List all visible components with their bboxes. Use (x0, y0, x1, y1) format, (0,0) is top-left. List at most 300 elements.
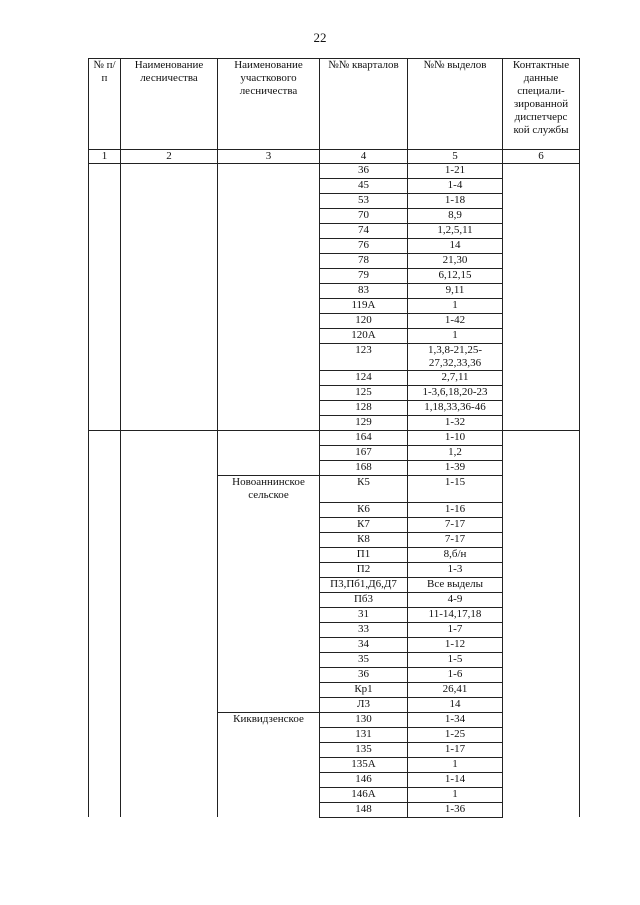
contact-cell (503, 224, 580, 239)
number-cell (89, 329, 121, 344)
number-cell (89, 517, 121, 532)
district-cell (218, 164, 320, 179)
number-cell (89, 547, 121, 562)
quarter-cell: 83 (320, 284, 408, 299)
table-row (89, 284, 580, 299)
number-cell (89, 461, 121, 476)
contact-cell (503, 371, 580, 386)
contact-cell (503, 697, 580, 712)
quarter-cell: 124 (320, 371, 408, 386)
parcel-cell: 1-4 (408, 179, 503, 194)
table-row (89, 547, 580, 562)
contact-cell (503, 622, 580, 637)
district-cell (218, 209, 320, 224)
table-row (89, 772, 580, 787)
forestry-cell (121, 476, 218, 503)
forestry-cell (121, 254, 218, 269)
quarter-cell: 35 (320, 652, 408, 667)
number-cell (89, 652, 121, 667)
number-cell (89, 476, 121, 503)
contact-cell (503, 269, 580, 284)
contact-cell (503, 329, 580, 344)
number-cell (89, 284, 121, 299)
number-cell (89, 254, 121, 269)
district-cell (218, 254, 320, 269)
parcel-cell: 1-34 (408, 712, 503, 727)
number-cell (89, 344, 121, 371)
parcel-cell: 9,11 (408, 284, 503, 299)
contact-cell (503, 607, 580, 622)
header-cell: № п/п (89, 59, 121, 150)
table-row (89, 224, 580, 239)
forestry-cell (121, 547, 218, 562)
forestry-cell (121, 697, 218, 712)
forestry-cell (121, 637, 218, 652)
contact-cell (503, 742, 580, 757)
district-cell (218, 284, 320, 299)
district-cell (218, 607, 320, 622)
quarter-cell: 76 (320, 239, 408, 254)
quarter-cell: П1 (320, 547, 408, 562)
number-cell (89, 209, 121, 224)
header-cell: №№ кварталов (320, 59, 408, 150)
contact-cell (503, 446, 580, 461)
number-cell (89, 637, 121, 652)
table-row (89, 532, 580, 547)
parcel-cell: 1-16 (408, 502, 503, 517)
district-cell (218, 299, 320, 314)
contact-cell (503, 431, 580, 446)
contact-cell (503, 416, 580, 431)
forestry-cell (121, 431, 218, 446)
parcel-cell: 6,12,15 (408, 269, 503, 284)
quarter-cell: К7 (320, 517, 408, 532)
district-cell (218, 239, 320, 254)
forestry-cell (121, 802, 218, 817)
quarter-cell: 125 (320, 386, 408, 401)
forestry-cell (121, 446, 218, 461)
forestry-cell (121, 772, 218, 787)
district-cell (218, 329, 320, 344)
forestry-cell (121, 532, 218, 547)
quarter-cell: 33 (320, 622, 408, 637)
district-cell (218, 416, 320, 431)
parcel-cell: 1,2,5,11 (408, 224, 503, 239)
header-cell: №№ выделов (408, 59, 503, 150)
district-cell (218, 547, 320, 562)
parcel-cell: 1 (408, 787, 503, 802)
district-cell (218, 532, 320, 547)
quarter-cell: К5 (320, 476, 408, 503)
district-cell (218, 401, 320, 416)
quarter-cell: 53 (320, 194, 408, 209)
table-body (89, 164, 580, 818)
parcel-cell: 1-36 (408, 802, 503, 817)
column-number: 1 (89, 150, 121, 164)
number-cell (89, 757, 121, 772)
table-row (89, 562, 580, 577)
district-cell (218, 517, 320, 532)
district-cell (218, 727, 320, 742)
table-row (89, 652, 580, 667)
number-cell (89, 667, 121, 682)
parcel-cell: 1-42 (408, 314, 503, 329)
number-cell (89, 299, 121, 314)
quarter-cell: 70 (320, 209, 408, 224)
forestry-cell (121, 727, 218, 742)
quarter-cell: 164 (320, 431, 408, 446)
quarter-cell: 74 (320, 224, 408, 239)
district-cell (218, 787, 320, 802)
district-cell (218, 802, 320, 817)
quarter-cell: 31 (320, 607, 408, 622)
parcel-cell: 1-21 (408, 164, 503, 179)
district-cell (218, 592, 320, 607)
forestry-cell (121, 742, 218, 757)
number-cell (89, 386, 121, 401)
table-row (89, 697, 580, 712)
forestry-cell (121, 682, 218, 697)
forestry-cell (121, 239, 218, 254)
forestry-cell (121, 179, 218, 194)
table-row (89, 802, 580, 817)
forestry-cell (121, 787, 218, 802)
forestry-cell (121, 329, 218, 344)
table-row (89, 727, 580, 742)
quarter-cell: 135А (320, 757, 408, 772)
parcel-cell: 1-17 (408, 742, 503, 757)
number-cell (89, 712, 121, 727)
quarter-cell: 146А (320, 787, 408, 802)
district-cell (218, 757, 320, 772)
parcel-cell: 1-39 (408, 461, 503, 476)
forestry-cell (121, 577, 218, 592)
table-row (89, 254, 580, 269)
number-cell (89, 772, 121, 787)
forestry-cell (121, 757, 218, 772)
parcel-cell: 1-12 (408, 637, 503, 652)
district-cell (218, 446, 320, 461)
district-cell (218, 314, 320, 329)
header-cell: Наименование участкового лесничества (218, 59, 320, 150)
contact-cell (503, 517, 580, 532)
quarter-cell: 36 (320, 164, 408, 179)
table-row (89, 622, 580, 637)
table-row (89, 742, 580, 757)
quarter-cell: Кр1 (320, 682, 408, 697)
number-cell (89, 622, 121, 637)
quarter-cell: 123 (320, 344, 408, 371)
parcel-cell: 1-25 (408, 727, 503, 742)
parcel-cell: 1-6 (408, 667, 503, 682)
forestry-cell (121, 164, 218, 179)
number-cell (89, 446, 121, 461)
number-cell (89, 179, 121, 194)
contact-cell (503, 179, 580, 194)
header-cell: Наименование лесничества (121, 59, 218, 150)
column-number: 2 (121, 150, 218, 164)
header-row (89, 59, 580, 150)
table-row (89, 757, 580, 772)
forestry-cell (121, 269, 218, 284)
district-cell (218, 194, 320, 209)
parcel-cell: 1-3,6,18,20-23 (408, 386, 503, 401)
parcel-cell: 26,41 (408, 682, 503, 697)
header-cell: Контактные данные специали-зированной диспетчерс кой службы (503, 59, 580, 150)
contact-cell (503, 502, 580, 517)
district-cell (218, 461, 320, 476)
table-row (89, 682, 580, 697)
district-name: Киквидзенское (218, 712, 320, 727)
parcel-cell: 8,б/н (408, 547, 503, 562)
parcel-cell: 2,7,11 (408, 371, 503, 386)
district-cell (218, 371, 320, 386)
table-row (89, 637, 580, 652)
contact-cell (503, 727, 580, 742)
contact-cell (503, 194, 580, 209)
table-row (89, 164, 580, 179)
number-cell (89, 164, 121, 179)
table-row (89, 299, 580, 314)
contact-cell (503, 344, 580, 371)
contact-cell (503, 284, 580, 299)
table-row (89, 607, 580, 622)
table-row (89, 239, 580, 254)
number-cell (89, 682, 121, 697)
parcel-cell: 1-10 (408, 431, 503, 446)
forestry-table (88, 58, 580, 818)
number-cell (89, 742, 121, 757)
table-row (89, 329, 580, 344)
quarter-cell: 79 (320, 269, 408, 284)
table-row (89, 371, 580, 386)
contact-cell (503, 802, 580, 817)
contact-cell (503, 476, 580, 503)
number-cell (89, 727, 121, 742)
district-cell (218, 772, 320, 787)
column-number: 3 (218, 150, 320, 164)
quarter-cell: 119А (320, 299, 408, 314)
quarter-cell: 129 (320, 416, 408, 431)
number-cell (89, 502, 121, 517)
table-row (89, 667, 580, 682)
contact-cell (503, 532, 580, 547)
contact-cell (503, 461, 580, 476)
quarter-cell: 128 (320, 401, 408, 416)
contact-cell (503, 652, 580, 667)
number-cell (89, 416, 121, 431)
parcel-cell: 1-15 (408, 476, 503, 503)
forestry-cell (121, 401, 218, 416)
forestry-cell (121, 224, 218, 239)
parcel-cell: 7-17 (408, 517, 503, 532)
forestry-cell (121, 461, 218, 476)
quarter-cell: К8 (320, 532, 408, 547)
forestry-cell (121, 667, 218, 682)
forestry-cell (121, 622, 218, 637)
table-row (89, 476, 580, 503)
quarter-cell: 167 (320, 446, 408, 461)
table-row (89, 431, 580, 446)
parcel-cell: 1,18,33,36-46 (408, 401, 503, 416)
quarter-cell: 78 (320, 254, 408, 269)
table-row (89, 461, 580, 476)
quarter-cell: П2 (320, 562, 408, 577)
number-cell (89, 371, 121, 386)
parcel-cell: 1 (408, 329, 503, 344)
number-cell (89, 697, 121, 712)
contact-cell (503, 386, 580, 401)
table-row (89, 209, 580, 224)
contact-cell (503, 712, 580, 727)
district-cell (218, 622, 320, 637)
table-row (89, 446, 580, 461)
table-row (89, 179, 580, 194)
contact-cell (503, 209, 580, 224)
contact-cell (503, 164, 580, 179)
number-cell (89, 224, 121, 239)
quarter-cell: 45 (320, 179, 408, 194)
table-row (89, 502, 580, 517)
number-cell (89, 194, 121, 209)
quarter-cell: 120А (320, 329, 408, 344)
contact-cell (503, 772, 580, 787)
forestry-cell (121, 209, 218, 224)
district-cell (218, 179, 320, 194)
quarter-cell: 36 (320, 667, 408, 682)
column-number: 6 (503, 150, 580, 164)
district-cell (218, 431, 320, 446)
contact-cell (503, 637, 580, 652)
parcel-cell: 14 (408, 697, 503, 712)
table-row (89, 401, 580, 416)
contact-cell (503, 547, 580, 562)
parcel-cell: 1 (408, 299, 503, 314)
forestry-cell (121, 371, 218, 386)
number-cell (89, 314, 121, 329)
forestry-cell (121, 562, 218, 577)
number-cell (89, 532, 121, 547)
district-cell (218, 502, 320, 517)
table-row (89, 416, 580, 431)
district-cell (218, 577, 320, 592)
forestry-cell (121, 517, 218, 532)
quarter-cell: Л3 (320, 697, 408, 712)
contact-cell (503, 562, 580, 577)
forestry-cell (121, 502, 218, 517)
forestry-cell (121, 386, 218, 401)
forestry-cell (121, 607, 218, 622)
number-cell (89, 577, 121, 592)
quarter-cell: П3,Пб1,Д6,Д7 (320, 577, 408, 592)
contact-cell (503, 787, 580, 802)
contact-cell (503, 254, 580, 269)
district-cell (218, 562, 320, 577)
column-number: 5 (408, 150, 503, 164)
contact-cell (503, 314, 580, 329)
number-cell (89, 431, 121, 446)
contact-cell (503, 592, 580, 607)
forestry-cell (121, 299, 218, 314)
parcel-cell: 4-9 (408, 592, 503, 607)
contact-cell (503, 757, 580, 772)
forestry-cell (121, 416, 218, 431)
number-cell (89, 787, 121, 802)
parcel-cell: 21,30 (408, 254, 503, 269)
district-cell (218, 652, 320, 667)
table-row (89, 577, 580, 592)
parcel-cell: Все выделы (408, 577, 503, 592)
table-row (89, 194, 580, 209)
parcel-cell: 1-14 (408, 772, 503, 787)
parcel-cell: 1-5 (408, 652, 503, 667)
district-cell (218, 386, 320, 401)
district-cell (218, 682, 320, 697)
district-cell (218, 269, 320, 284)
column-number: 4 (320, 150, 408, 164)
quarter-cell: 131 (320, 727, 408, 742)
parcel-cell: 11-14,17,18 (408, 607, 503, 622)
quarter-cell: 148 (320, 802, 408, 817)
contact-cell (503, 239, 580, 254)
table-row (89, 592, 580, 607)
quarter-cell: К6 (320, 502, 408, 517)
contact-cell (503, 299, 580, 314)
district-cell (218, 224, 320, 239)
quarter-cell: 130 (320, 712, 408, 727)
contact-cell (503, 401, 580, 416)
table-row (89, 517, 580, 532)
quarter-cell: Пб3 (320, 592, 408, 607)
forestry-cell (121, 344, 218, 371)
district-name: Новоаннинское сельское (218, 476, 320, 503)
district-cell (218, 697, 320, 712)
table-row (89, 712, 580, 727)
number-cell (89, 239, 121, 254)
quarter-cell: 135 (320, 742, 408, 757)
forestry-cell (121, 314, 218, 329)
number-cell (89, 401, 121, 416)
quarter-cell: 168 (320, 461, 408, 476)
parcel-cell: 7-17 (408, 532, 503, 547)
number-cell (89, 607, 121, 622)
parcel-cell: 1-3 (408, 562, 503, 577)
quarter-cell: 120 (320, 314, 408, 329)
parcel-cell: 14 (408, 239, 503, 254)
forestry-cell (121, 194, 218, 209)
district-cell (218, 742, 320, 757)
table-row (89, 386, 580, 401)
contact-cell (503, 667, 580, 682)
parcel-cell: 1,3,8-21,25-27,32,33,36 (408, 344, 503, 371)
number-cell (89, 802, 121, 817)
column-number-row (89, 150, 580, 164)
forestry-cell (121, 284, 218, 299)
district-cell (218, 667, 320, 682)
table-row (89, 314, 580, 329)
quarter-cell: 146 (320, 772, 408, 787)
parcel-cell: 8,9 (408, 209, 503, 224)
parcel-cell: 1-18 (408, 194, 503, 209)
district-cell (218, 344, 320, 371)
table-row (89, 269, 580, 284)
forestry-cell (121, 712, 218, 727)
page-number: 22 (313, 30, 327, 45)
parcel-cell: 1-32 (408, 416, 503, 431)
number-cell (89, 562, 121, 577)
quarter-cell: 34 (320, 637, 408, 652)
table-row (89, 344, 580, 371)
